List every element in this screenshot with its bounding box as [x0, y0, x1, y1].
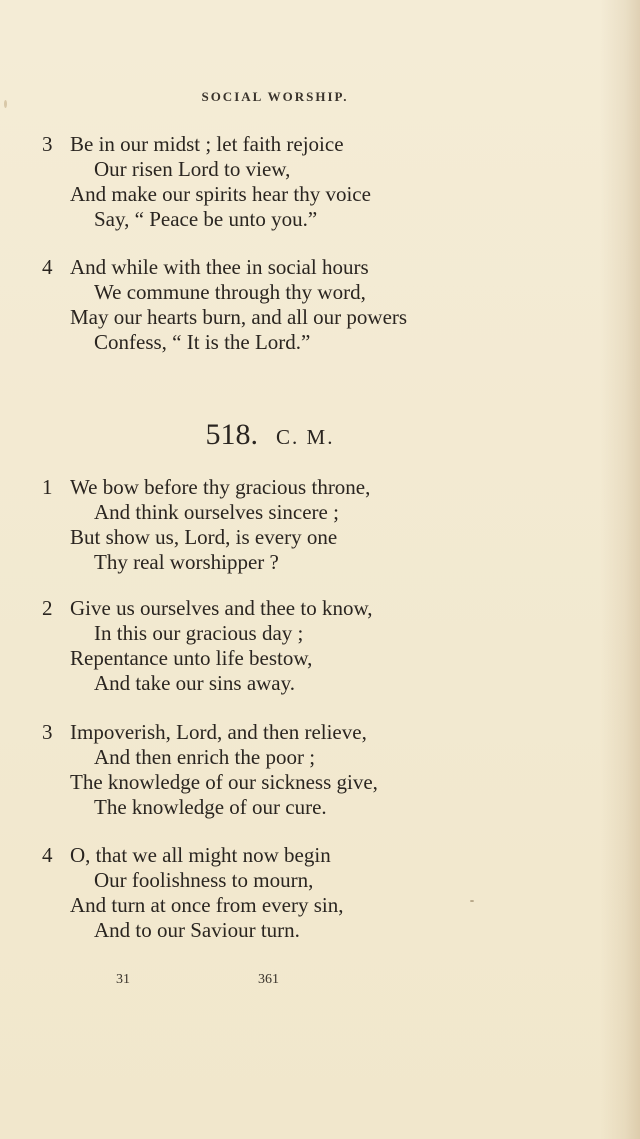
stanza-number: 2 — [42, 596, 53, 620]
paper-speck — [4, 100, 7, 108]
verse-line: We bow before thy gracious throne, — [70, 475, 371, 499]
signature-mark: 31 — [116, 972, 130, 987]
verse-line: Impoverish, Lord, and then relieve, — [70, 720, 367, 744]
hymn-meter: C. M. — [276, 425, 335, 449]
running-head: SOCIAL WORSHIP. — [201, 89, 349, 104]
stanza-number: 4 — [42, 843, 53, 867]
verse-line: O, that we all might now begin — [70, 843, 331, 867]
verse-line: Our risen Lord to view, — [94, 157, 291, 181]
page-number: 361 — [258, 972, 279, 987]
verse-line: Say, “ Peace be unto you.” — [94, 207, 318, 231]
stanza-number: 3 — [42, 132, 53, 156]
stanza-number: 1 — [42, 475, 53, 499]
stanza-number: 4 — [42, 255, 53, 279]
verse-line: But show us, Lord, is every one — [70, 525, 338, 549]
verse-line: We commune through thy word, — [94, 280, 366, 304]
hymn-number: 518. — [205, 418, 259, 451]
paper-speck — [470, 900, 474, 902]
verse-line: Give us ourselves and thee to know, — [70, 596, 373, 620]
verse-line: And take our sins away. — [94, 671, 296, 695]
verse-line: Repentance unto life bestow, — [70, 646, 313, 670]
verse-line: Be in our midst ; let faith rejoice — [70, 132, 344, 156]
verse-line: And to our Saviour turn. — [94, 918, 300, 942]
verse-line: And think ourselves sincere ; — [94, 500, 339, 524]
verse-line: Thy real worshipper ? — [94, 550, 279, 574]
verse-line: The knowledge of our sickness give, — [70, 770, 378, 794]
verse-line: May our hearts burn, and all our powers — [70, 305, 408, 329]
verse-line: Our foolishness to mourn, — [94, 868, 314, 892]
verse-line: And while with thee in social hours — [70, 255, 369, 279]
hymn-heading — [0, 418, 540, 452]
verse-line: In this our gracious day ; — [94, 621, 304, 645]
stanza-number: 3 — [42, 720, 53, 744]
verse-line: The knowledge of our cure. — [94, 795, 327, 819]
verse-line: And then enrich the poor ; — [94, 745, 316, 769]
verse-line: Confess, “ It is the Lord.” — [94, 330, 311, 354]
verse-line: And turn at once from every sin, — [70, 893, 344, 917]
verse-line: And make our spirits hear thy voice — [70, 182, 371, 206]
